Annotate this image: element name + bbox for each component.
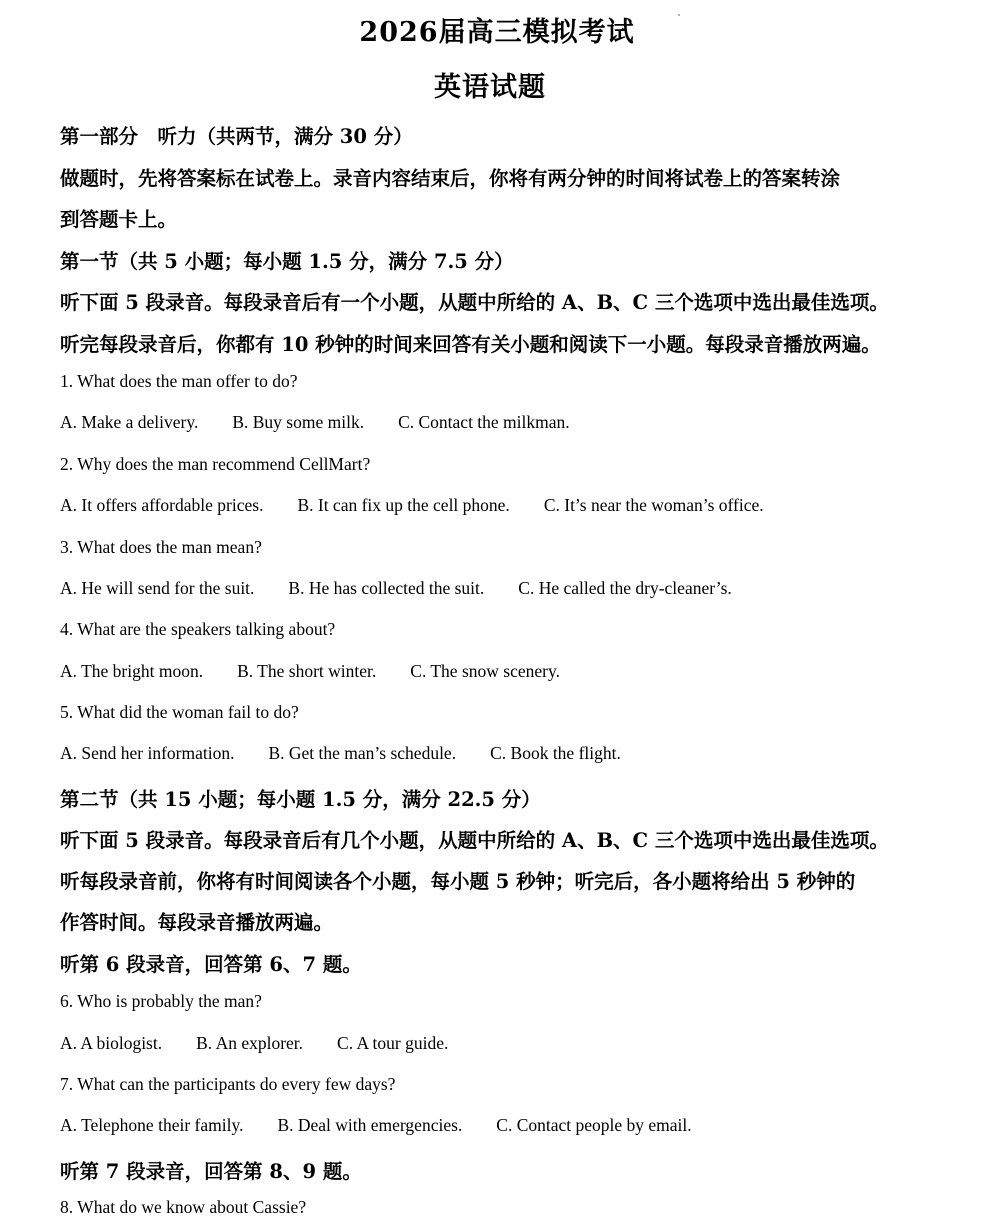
option-c: C. It’s near the woman’s office. — [543, 495, 764, 515]
section2-instruction-line-3: 作答时间。每段录音播放两遍。 — [60, 911, 334, 934]
question-2: 2. Why does the man recommend CellMart? — [60, 454, 371, 474]
question-6: 6. Who is probably the man? — [60, 991, 262, 1011]
option-a: A. Make a delivery. — [60, 412, 199, 432]
option-c: C. Contact the milkman. — [398, 412, 570, 432]
section2-instruction-line-2: 听每段录音前，你将有时间阅读各个小题，每小题 5 秒钟；听完后，各小题将给出 5 秒钟的 — [60, 870, 856, 893]
group-6-heading: 听第 6 段录音，回答第 6、7 题。 — [60, 953, 362, 976]
option-b: B. Deal with emergencies. — [277, 1115, 463, 1135]
part1-instruction-line-1: 做题时，先将答案标在试卷上。录音内容结束后，你将有两分钟的时间将试卷上的答案转涂 — [60, 167, 841, 190]
option-c: C. A tour guide. — [337, 1033, 449, 1053]
option-a: A. It offers affordable prices. — [60, 495, 264, 515]
group-7-heading: 听第 7 段录音，回答第 8、9 题。 — [60, 1160, 362, 1183]
question-6-options — [60, 1033, 448, 1054]
option-a: A. Send her information. — [60, 743, 235, 763]
option-c: C. The snow scenery. — [410, 661, 560, 681]
question-3-options — [60, 578, 732, 599]
option-b: B. It can fix up the cell phone. — [297, 495, 510, 515]
part1-instruction-line-2: 到答题卡上。 — [60, 208, 178, 231]
option-a: A. The bright moon. — [60, 661, 204, 681]
option-b: B. Buy some milk. — [232, 412, 365, 432]
option-b: B. Get the man’s schedule. — [268, 743, 457, 763]
option-b: B. He has collected the suit. — [288, 578, 485, 598]
question-5-options — [60, 743, 621, 764]
option-c: C. Book the flight. — [490, 743, 621, 763]
option-b: B. An explorer. — [196, 1033, 304, 1053]
question-4-options — [60, 661, 560, 682]
option-a: A. A biologist. — [60, 1033, 163, 1053]
option-a: A. He will send for the suit. — [60, 578, 255, 598]
section1-heading: 第一节（共 5 小题；每小题 1.5 分，满分 7.5 分） — [60, 250, 514, 273]
question-4: 4. What are the speakers talking about? — [60, 619, 336, 639]
section1-instruction-line-1: 听下面 5 段录音。每段录音后有一个小题，从题中所给的 A、B、C 三个选项中选出最佳选项。 — [60, 291, 889, 314]
question-1: 1. What does the man offer to do? — [60, 371, 298, 391]
question-1-options — [60, 412, 570, 433]
question-2-options — [60, 495, 764, 516]
question-7-options — [60, 1115, 692, 1136]
question-8: 8. What do we know about Cassie? — [60, 1197, 307, 1217]
section2-instruction-line-1: 听下面 5 段录音。每段录音后有几个小题，从题中所给的 A、B、C 三个选项中选出最佳选项。 — [60, 829, 889, 852]
option-a: A. Telephone their family. — [60, 1115, 244, 1135]
question-3: 3. What does the man mean? — [60, 537, 262, 557]
option-c: C. Contact people by email. — [496, 1115, 692, 1135]
section1-instruction-line-2: 听完每段录音后，你都有 10 秒钟的时间来回答有关小题和阅读下一小题。每段录音播放两遍。 — [60, 333, 881, 356]
option-b: B. The short winter. — [237, 661, 377, 681]
exam-title: 2026届高三模拟考试 — [359, 17, 635, 48]
part1-heading: 第一部分 听力（共两节，满分 30 分） — [60, 125, 413, 148]
option-c: C. He called the dry-cleaner’s. — [518, 578, 732, 598]
exam-subtitle: 英语试题 — [434, 72, 546, 103]
question-7: 7. What can the participants do every few days? — [60, 1074, 396, 1094]
question-5: 5. What did the woman fail to do? — [60, 702, 299, 722]
section2-heading: 第二节（共 15 小题；每小题 1.5 分，满分 22.5 分） — [60, 788, 541, 811]
